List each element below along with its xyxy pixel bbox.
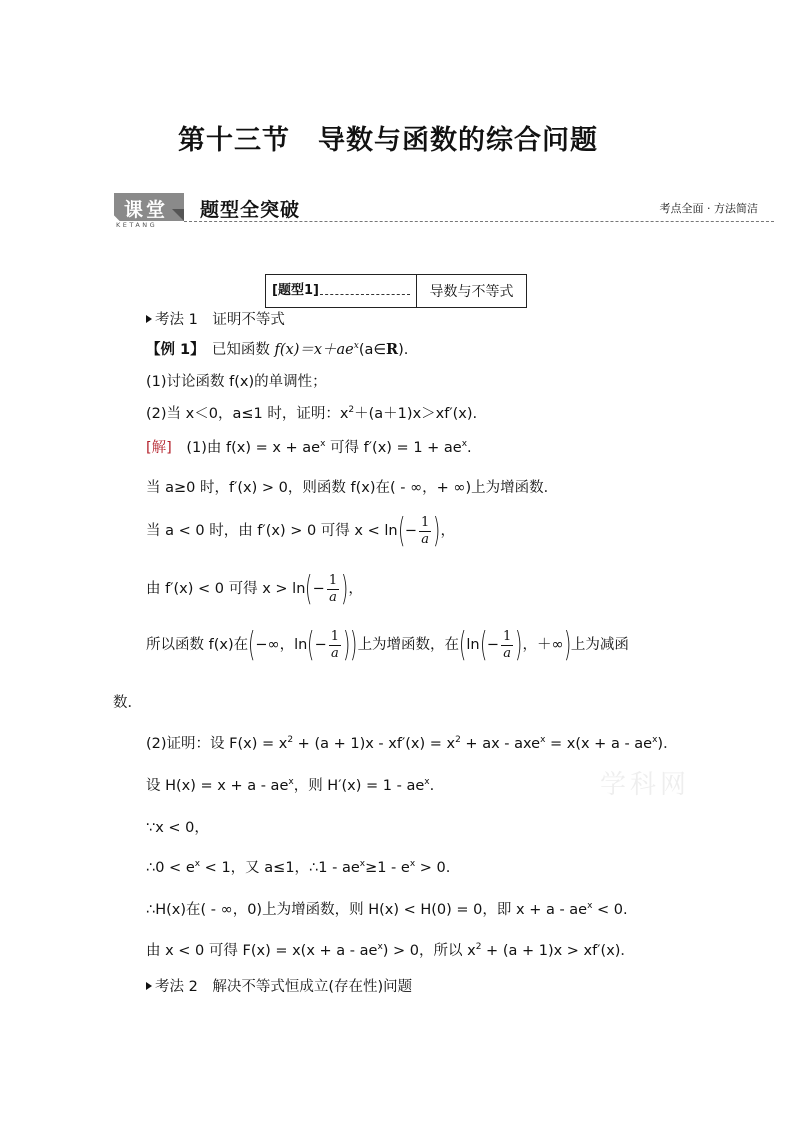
line-therefore-1: ∴0 < $e^x < 1$，又 a≤1，∴1 - $ae^x\ge 1 - e^x > 0$. — [146, 859, 451, 876]
banner-divider — [184, 221, 774, 222]
topic-box-left — [266, 275, 417, 307]
banner-badge-text: 课堂 — [124, 199, 169, 221]
proof-2: (2)证明：设 $F(x) = x^2 + (a + 1)x - xf'(x) = x^2$ + ax - $axe^x = x(x + a - ae^x)$． — [146, 735, 678, 752]
line-a-ge-0: 当 a≥0 时，f′(x) > 0，则函数 f(x)在( - ∞，+ ∞)上为增函数． — [146, 480, 559, 496]
fraction: $\frac{1}{a}$ — [421, 514, 430, 547]
fraction: $\frac{1}{a}$ — [330, 628, 340, 661]
line-because: ∵x < 0， — [146, 820, 209, 836]
page-title: 第十三节 导数与函数的综合问题 — [178, 125, 598, 156]
fraction: $\frac{1}{a}$ — [328, 572, 338, 605]
topic-box — [265, 274, 527, 308]
line-a-lt-0: 当 a < 0 时，由 f′(x) > 0 可得 x < ln(− $\frac{1}{a}$ )， — [146, 511, 456, 551]
watermark: 学科网 — [600, 770, 691, 800]
line-shu: 数． — [113, 695, 142, 711]
section-banner — [114, 193, 774, 229]
question-2: (2)当 x＜0，a≤1 时，证明：$x^2+(a+1)x>xf'(x)$. — [146, 405, 478, 422]
banner-slogan: 考点全面 · 方法简洁 — [659, 202, 758, 215]
line-H: 设 $H(x) = x + a - ae^x$，则 $H'(x) = 1 - ae^x$. — [146, 777, 435, 794]
triangle-bullet-icon — [146, 315, 152, 323]
topic-box-right — [417, 275, 526, 307]
question-1: (1)讨论函数 f(x)的单调性； — [146, 374, 327, 390]
kaofa-2: 考法 2 解决不等式恒成立(存在性)问题 — [146, 977, 412, 997]
kaofa-1: 考法 1 证明不等式 — [146, 310, 285, 330]
banner-heading: 题型全突破 — [200, 199, 301, 221]
banner-badge-fold-icon — [172, 209, 184, 221]
topic-label: [题型1] — [272, 283, 319, 298]
line-therefore-2: ∴H(x)在( - ∞，0)上为增函数，则 H(x) < H(0) = 0，即 $x + a - ae^x < 0$. — [146, 901, 628, 918]
banner-badge-subtext: KETANG — [116, 221, 158, 229]
triangle-bullet-icon — [146, 982, 152, 990]
topic-dash — [320, 294, 410, 295]
example-1: 【例 1】 已知函数 $f(x)=x+ae^x(a\in R)$. — [146, 341, 409, 358]
line-you: 由 f′(x) < 0 可得 x > ln(− $\frac{1}{a}$ )， — [146, 569, 363, 609]
line-suoyi: 所以函数 f(x)在(−∞，ln(− $\frac{1}{a}$ ))上为增函数，在(ln(− $\frac{1}{a}$ )，＋∞)上为减函 — [146, 625, 629, 665]
solution-1: [解] (1)由 $f(x) = x + ae^x$ 可得 $f'(x) = 1 + ae^x$. — [146, 439, 472, 456]
line-final: 由 x < 0 可得 $F(x) = x(x + a - ae^x) > 0$，所以 $x^2 + (a + 1)x > xf'(x)$． — [146, 942, 635, 959]
topic-title: 导数与不等式 — [429, 284, 514, 300]
solution-tag: [解] — [146, 440, 172, 456]
fraction: $\frac{1}{a}$ — [502, 628, 512, 661]
